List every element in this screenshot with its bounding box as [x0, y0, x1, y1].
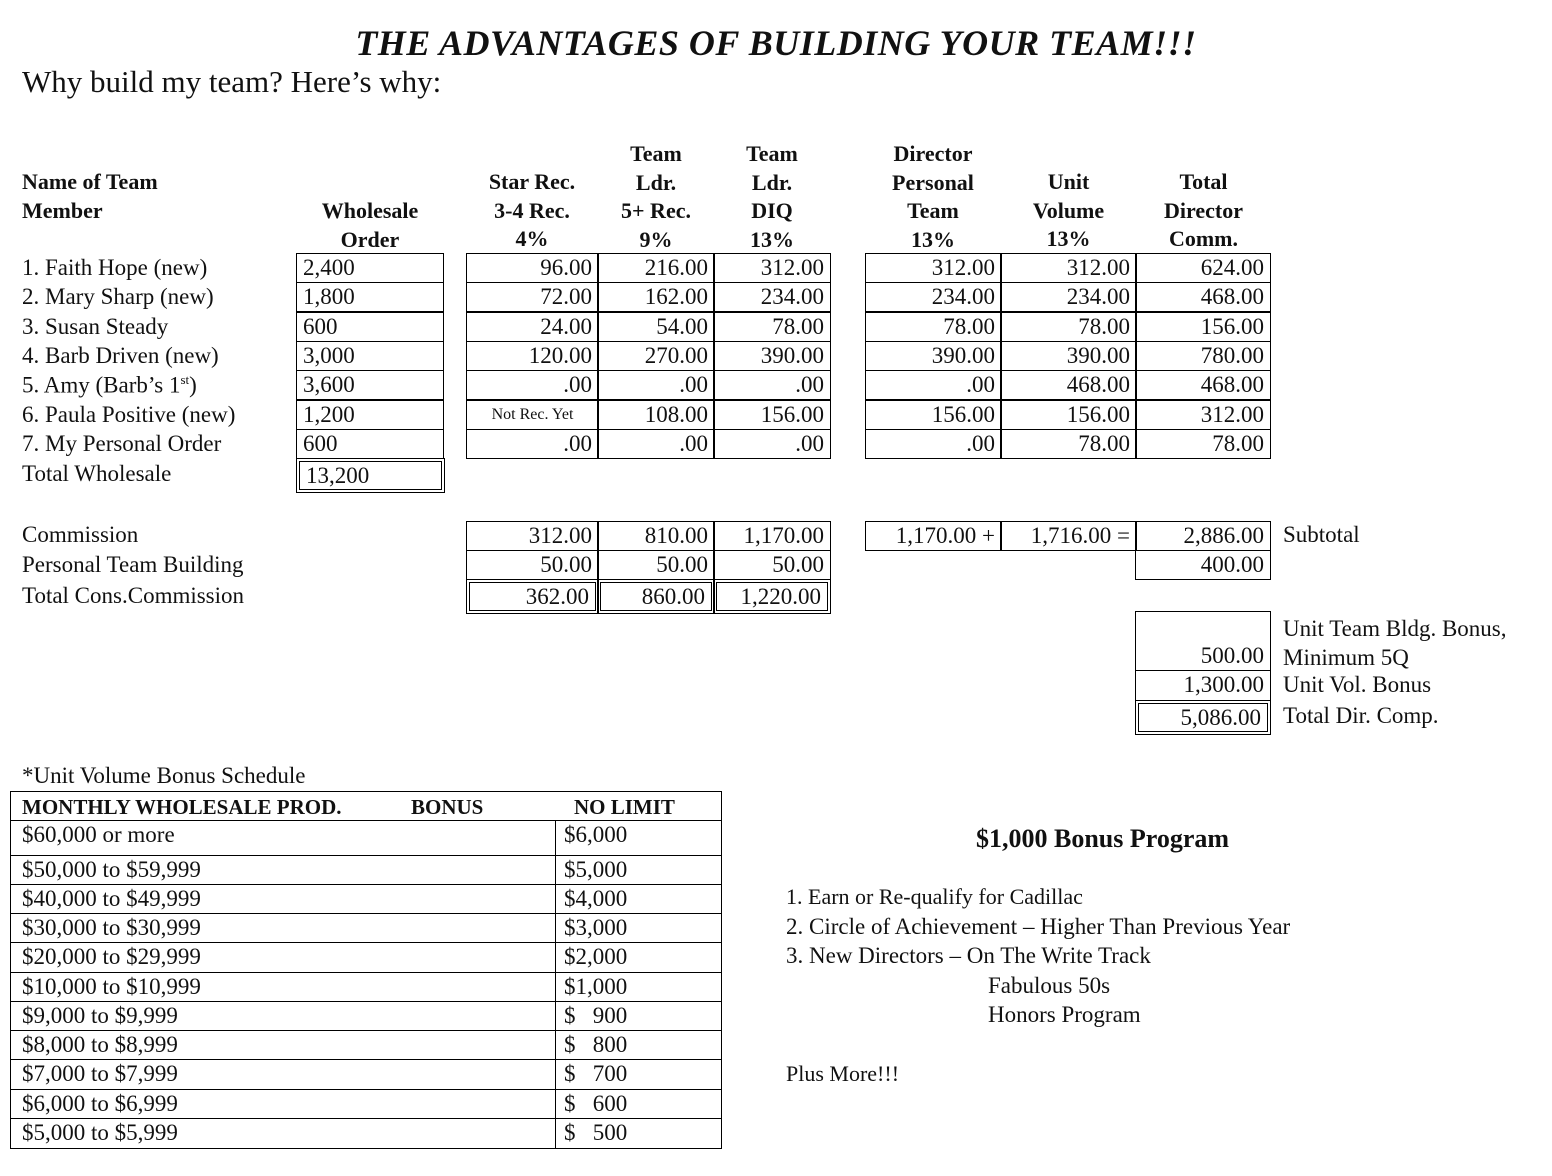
schedule-range-cell: $7,000 to $7,999 — [10, 1059, 556, 1090]
tcc-team-ldr-5: 860.00 — [597, 579, 715, 614]
schedule-bonus-cell: $4,000 — [555, 884, 722, 914]
team-ldr-diq-cell: .00 — [713, 429, 831, 459]
personal-team-building-label: Personal Team Building — [22, 552, 244, 577]
subtotal-label: Subtotal — [1283, 522, 1360, 547]
total-dir-comp-label: Total Dir. Comp. — [1283, 703, 1439, 728]
schedule-bonus-cell: $5,000 — [555, 855, 722, 885]
bonus-program-subitem: Honors Program — [988, 1002, 1141, 1027]
header-director-personal: Director Personal Team 13% — [892, 141, 974, 252]
total-cons-commission-label: Total Cons.Commission — [22, 583, 245, 608]
total-director-cell: 468.00 — [1135, 370, 1271, 400]
wholesale-cell: 3,000 — [296, 341, 444, 371]
team-ldr-diq-cell: 390.00 — [713, 341, 831, 371]
unit-team-bldg-bonus-value: 500.00 — [1135, 611, 1271, 671]
team-ldr-5-cell: 162.00 — [597, 282, 715, 312]
schedule-range-cell: $5,000 to $5,999 — [10, 1118, 556, 1149]
director-personal-cell: 312.00 — [865, 253, 1002, 283]
director-personal-cell: 156.00 — [865, 400, 1002, 430]
schedule-range-cell: $40,000 to $49,999 — [10, 884, 556, 914]
total-director-cell: 156.00 — [1135, 312, 1271, 342]
team-ldr-diq-cell: 78.00 — [713, 312, 831, 342]
schedule-bonus-cell: $ 800 — [555, 1030, 722, 1060]
header-unit-volume: Unit Volume 13% — [1032, 169, 1105, 251]
unit-volume-cell: 312.00 — [1000, 253, 1137, 283]
commission-team-ldr-diq: 1,170.00 — [713, 521, 831, 551]
commission-label: Commission — [22, 522, 139, 547]
ptb-total: 400.00 — [1135, 550, 1271, 580]
director-personal-cell: .00 — [865, 429, 1002, 459]
wholesale-cell: 600 — [296, 429, 444, 459]
director-personal-cell: 78.00 — [865, 312, 1002, 342]
schedule-header-row — [10, 791, 722, 821]
star-rec-cell: 72.00 — [466, 282, 599, 312]
wholesale-cell: 1,200 — [296, 400, 444, 430]
header-total-director: Total Director Comm. — [1164, 169, 1243, 251]
team-ldr-5-cell: 54.00 — [597, 312, 715, 342]
schedule-bonus-cell: $1,000 — [555, 972, 722, 1002]
wholesale-cell: 3,600 — [296, 370, 444, 400]
member-name: 3. Susan Steady — [22, 314, 169, 339]
schedule-range-cell: $9,000 to $9,999 — [10, 1001, 556, 1031]
ptb-team-ldr-5: 50.00 — [597, 550, 715, 580]
member-name: 1. Faith Hope (new) — [22, 255, 208, 280]
member-name: 5. Amy (Barb’s 1st) — [22, 372, 197, 398]
member-name: 2. Mary Sharp (new) — [22, 284, 214, 309]
unit-volume-cell: 156.00 — [1000, 400, 1137, 430]
team-ldr-diq-cell: 156.00 — [713, 400, 831, 430]
star-rec-cell: .00 — [466, 429, 599, 459]
page-title: THE ADVANTAGES OF BUILDING YOUR TEAM!!! — [355, 23, 1197, 63]
schedule-range-cell: $10,000 to $10,999 — [10, 972, 556, 1002]
star-rec-cell: 24.00 — [466, 312, 599, 342]
schedule-bonus-cell: $6,000 — [555, 820, 722, 856]
star-rec-cell: Not Rec. Yet — [466, 400, 599, 430]
schedule-bonus-cell: $ 900 — [555, 1001, 722, 1031]
unit-vol-bonus-label: Unit Vol. Bonus — [1283, 672, 1432, 697]
star-rec-cell: .00 — [466, 370, 599, 400]
page-subtitle: Why build my team? Here’s why: — [22, 64, 442, 99]
team-ldr-5-cell: .00 — [597, 370, 715, 400]
unit-volume-cell: 78.00 — [1000, 312, 1137, 342]
wholesale-cell: 600 — [296, 312, 444, 342]
schedule-range-cell: $6,000 to $6,999 — [10, 1089, 556, 1119]
total-director-cell: 780.00 — [1135, 341, 1271, 371]
schedule-bonus-cell: $3,000 — [555, 913, 722, 943]
member-name: 7. My Personal Order — [22, 431, 222, 456]
unit-volume-cell: 468.00 — [1000, 370, 1137, 400]
bonus-program-item: 3. New Directors – On The Write Track — [786, 943, 1151, 968]
schedule-header-prod: MONTHLY WHOLESALE PROD. — [22, 795, 342, 819]
unit-volume-cell: 234.00 — [1000, 282, 1137, 312]
commission-director-personal: 1,170.00 + — [865, 521, 1002, 551]
schedule-bonus-cell: $ 500 — [555, 1118, 722, 1149]
unit-volume-cell: 390.00 — [1000, 341, 1137, 371]
total-wholesale-value: 13,200 — [296, 458, 445, 493]
ptb-star: 50.00 — [466, 550, 599, 580]
unit-volume-cell: 78.00 — [1000, 429, 1137, 459]
total-director-cell: 312.00 — [1135, 400, 1271, 430]
director-personal-cell: 234.00 — [865, 282, 1002, 312]
schedule-range-cell: $50,000 to $59,999 — [10, 855, 556, 885]
wholesale-cell: 1,800 — [296, 282, 444, 312]
member-name: 6. Paula Positive (new) — [22, 402, 236, 427]
director-personal-cell: .00 — [865, 370, 1002, 400]
schedule-header-limit: NO LIMIT — [574, 795, 675, 819]
ptb-team-ldr-diq: 50.00 — [713, 550, 831, 580]
team-ldr-diq-cell: .00 — [713, 370, 831, 400]
header-team-ldr-5: Team Ldr. 5+ Rec. 9% — [621, 141, 691, 252]
unit-team-bldg-bonus-label: Unit Team Bldg. Bonus, Minimum 5Q — [1283, 616, 1507, 670]
header-star: Star Rec. 3-4 Rec. 4% — [488, 169, 576, 251]
schedule-range-cell: $30,000 to $30,999 — [10, 913, 556, 943]
team-ldr-diq-cell: 234.00 — [713, 282, 831, 312]
team-ldr-5-cell: .00 — [597, 429, 715, 459]
header-team-ldr-diq: Team Ldr. DIQ 13% — [746, 141, 798, 252]
schedule-bonus-cell: $ 700 — [555, 1059, 722, 1090]
header-name: Name of Team Member — [22, 169, 158, 223]
total-director-cell: 78.00 — [1135, 429, 1271, 459]
schedule-range-cell: $60,000 or more — [10, 820, 556, 856]
team-ldr-diq-cell: 312.00 — [713, 253, 831, 283]
tcc-star: 362.00 — [466, 579, 599, 614]
wholesale-cell: 2,400 — [296, 253, 444, 283]
team-ldr-5-cell: 270.00 — [597, 341, 715, 371]
star-rec-cell: 96.00 — [466, 253, 599, 283]
unit-vol-bonus-value: 1,300.00 — [1135, 670, 1271, 701]
schedule-header-bonus: BONUS — [411, 795, 484, 819]
header-wholesale: Wholesale Order — [321, 198, 419, 252]
bonus-program-item: 2. Circle of Achievement – Higher Than Previous Year — [786, 914, 1291, 939]
team-ldr-5-cell: 108.00 — [597, 400, 715, 430]
total-wholesale-label: Total Wholesale — [22, 461, 172, 486]
total-dir-comp-value: 5,086.00 — [1135, 700, 1271, 735]
director-personal-cell: 390.00 — [865, 341, 1002, 371]
commission-total: 2,886.00 — [1135, 521, 1271, 551]
total-director-cell: 468.00 — [1135, 282, 1271, 312]
star-rec-cell: 120.00 — [466, 341, 599, 371]
commission-team-ldr-5: 810.00 — [597, 521, 715, 551]
tcc-team-ldr-diq: 1,220.00 — [713, 579, 831, 614]
schedule-caption: *Unit Volume Bonus Schedule — [22, 763, 306, 788]
team-ldr-5-cell: 216.00 — [597, 253, 715, 283]
schedule-range-cell: $8,000 to $8,999 — [10, 1030, 556, 1060]
commission-star: 312.00 — [466, 521, 599, 551]
commission-unit-volume: 1,716.00 = — [1000, 521, 1137, 551]
total-director-cell: 624.00 — [1135, 253, 1271, 283]
bonus-program-footer: Plus More!!! — [786, 1061, 900, 1086]
schedule-bonus-cell: $ 600 — [555, 1089, 722, 1119]
bonus-program-subitem: Fabulous 50s — [988, 973, 1111, 998]
member-name: 4. Barb Driven (new) — [22, 343, 219, 368]
member-name-superscript: st — [180, 372, 190, 387]
schedule-range-cell: $20,000 to $29,999 — [10, 942, 556, 973]
schedule-bonus-cell: $2,000 — [555, 942, 722, 973]
bonus-program-item: 1. Earn or Re-qualify for Cadillac — [786, 884, 1083, 909]
bonus-program-title: $1,000 Bonus Program — [976, 824, 1230, 853]
